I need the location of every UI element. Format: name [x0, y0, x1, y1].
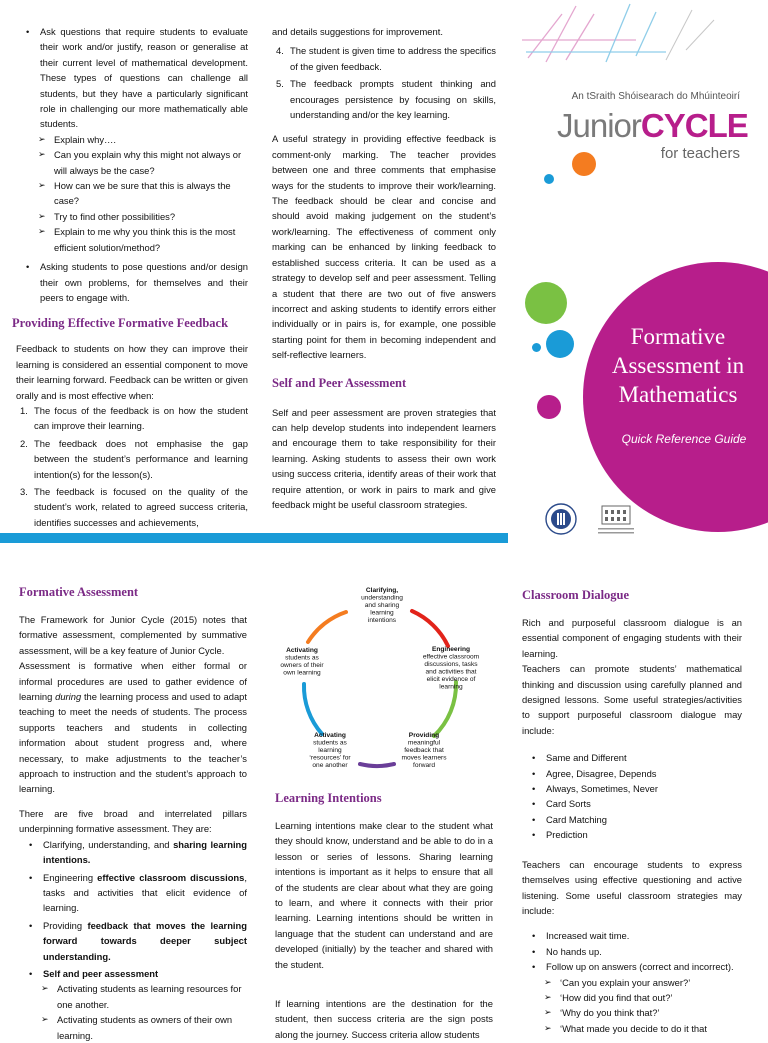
bottom-left-column — [19, 584, 247, 1043]
questioning-intro: Teachers can encourage students to express themselves using effective questioning and active listening. Some useful classroom strategies may include: — [522, 858, 742, 916]
label-engineering-3: and activities that — [425, 668, 477, 676]
question-decide: ➢ ‘What made you decide to do it that — [522, 1021, 742, 1036]
question-why: ➢ ‘Why do you think that?’ — [522, 1005, 742, 1020]
label-activating-resources-4: one another — [312, 762, 348, 769]
framework-text: The Framework for Junior Cycle (2015) notes that formative assessment, complemented by summative assessment, will be a key feature of Junior Cycle. — [19, 614, 247, 656]
heading-formative-assessment: Formative Assessment — [19, 585, 139, 599]
label-activating-resources-3: ‘resources’ for — [309, 754, 351, 762]
seal-logo-icon — [546, 504, 576, 534]
feedback-point-1: 1. The focus of the feedback is on how the student can improve their learning. — [20, 404, 248, 432]
list-item: • Agree, Disagree, Depends — [522, 766, 742, 781]
list-item: • Prediction — [522, 827, 742, 842]
dialogue-activity-list — [522, 750, 742, 842]
feedback-point-3: 3. The feedback is focused on the quality of the student’s work, related to agreed success criteria, identifies successes and achievements, — [20, 485, 248, 528]
pillar-clarifying: • Clarifying, understanding, and sharing learning intentions. — [19, 837, 247, 868]
pillar-providing: • Providing feedback that moves the learning forward towards deeper subject understanding. — [19, 918, 247, 964]
list-item: • Same and Different — [522, 750, 742, 765]
list-item: • Always, Sometimes, Never — [522, 781, 742, 796]
label-clarifying: Clarifying, — [365, 587, 399, 594]
feedback-point-5: 5. The feedback prompts student thinking and encourages persistence by focusing on skills, understanding and/or the key learning. — [276, 78, 496, 121]
bottom-right-column — [522, 587, 742, 1036]
formative-cycle-diagram — [268, 580, 496, 780]
list-item: • Card Sorts — [522, 796, 742, 811]
learning-intentions-text: Learning intentions make clear to the student what they should know, understand and be able to do in a lesson or series of lessons. Sharing learning intentions is important as it helps to ensure that all of the students are clear about what they are going to learn, and where it connects with their prior learning. Learning intentions should be written in language that the student can understand and are developed (initially) by the teacher and shared with the student. — [275, 820, 493, 970]
cover-subtitle: Quick Reference Guide — [621, 432, 747, 446]
list-item: • Increased wait time. — [522, 928, 742, 943]
label-engineering-4: elicit evidence of — [426, 676, 476, 683]
for-teachers: for teachers — [660, 145, 740, 162]
prompt-always: ➢ Can you explain why this might not always or will always be the case? — [16, 147, 248, 178]
dot-blue-small — [544, 174, 554, 184]
bottom-middle-column — [275, 790, 493, 1042]
pillars-intro: There are five broad and interrelated pillars underpinning formative assessment. They are: — [19, 807, 247, 835]
irish-title: An tSraith Shóisearach do Mhúinteoirí — [571, 91, 740, 102]
dialogue-strategies: Teachers can promote students’ mathematical thinking and discussion using carefully planned and designed lessons. Some useful strategies/activities to support purposeful classroom dialogue may include: — [522, 663, 742, 736]
pillar-self-peer: • Self and peer assessment — [19, 966, 247, 981]
bullet-ask-questions: • Ask questions that require students to evaluate their work and/or justify, reason or generalise at their current level of mathematical development. These types of questions can challenge all students, but they have a particularly significant role in challenging our more mathematically able students. — [16, 24, 248, 132]
questioning-list — [522, 928, 742, 974]
label-providing-4: forward — [413, 762, 435, 769]
label-activating-resources-1: students as — [313, 739, 347, 747]
dot-blue-large — [546, 330, 574, 358]
label-activating-owners-3: own learning — [283, 669, 321, 677]
fold-band — [0, 533, 508, 543]
label-activating-owners-1: students as — [285, 654, 319, 662]
feedback-point-3-cont: and details suggestions for improvement. — [272, 26, 443, 37]
list-item: • Follow up on answers (correct and incorrect). — [522, 959, 742, 974]
dialogue-intro: Rich and purposeful classroom dialogue is an essential component of engaging students with their learning. — [522, 617, 742, 659]
partner-logos — [540, 500, 650, 540]
label-engineering-5: learning — [439, 683, 463, 691]
label-engineering: Engineering — [431, 646, 471, 653]
prompt-efficient: ➢ Explain to me why you think this is the most efficient solution/method? — [16, 224, 248, 255]
label-clarifying-2: and sharing — [364, 602, 400, 609]
label-activating-resources: Activating — [314, 732, 346, 739]
arc-red — [412, 611, 448, 646]
success-criteria-text: If learning intentions are the destination for the student, then success criteria are the sign posts along the journey. Success criteria allow students — [275, 998, 493, 1040]
heading-self-peer: Self and Peer Assessment — [272, 375, 407, 390]
feedback-point-2: 2. The feedback does not emphasise the gap between the student’s performance and learning intention(s) for the lesson(s). — [20, 437, 248, 480]
arc-orange — [308, 612, 346, 642]
label-providing: Providing — [408, 732, 440, 739]
self-peer-text: Self and peer assessment are proven strategies that can help develop students into independent learners and encourage them to take responsibility for their learning. Asking students to assess their own work using success criteria, identify areas of their work that require attention, or work in pairs to mark and give feedback might be useful classroom strategies. — [272, 406, 496, 510]
top-middle-column — [272, 24, 496, 512]
label-activating-owners: Activating — [286, 647, 318, 654]
dot-green — [525, 282, 567, 324]
list-item: • No hands up. — [522, 944, 742, 959]
heading-classroom-dialogue: Classroom Dialogue — [522, 588, 630, 602]
question-find-out: ➢ ‘How did you find that out?’ — [522, 990, 742, 1005]
heading-learning-intentions: Learning Intentions — [275, 791, 382, 805]
top-left-column — [12, 24, 248, 530]
prompt-how-sure: ➢ How can we be sure that this is always the case? — [16, 178, 248, 209]
junior-cycle-logo — [557, 106, 748, 146]
logo-junior: Junior — [557, 107, 641, 144]
label-engineering-2: discussions, tasks — [424, 661, 478, 668]
arc-blue — [304, 684, 322, 734]
assessment-definition: Assessment is formative when either formal or informal procedures are used to gather evidence of learning during the learning process and used to adapt teaching to meet the needs of students. The process supports teachers and students in collecting information about student progress and, where necessary, to make adjustments to the teacher’s approach to instruction and the student’s approach to learning. — [19, 660, 247, 795]
title-line-3: Mathematics — [618, 382, 738, 407]
label-clarifying-1: understanding — [361, 594, 403, 602]
prompt-explain-why: ➢ Explain why…. — [16, 132, 248, 147]
list-item: • Card Matching — [522, 812, 742, 827]
pillar-sub-resources: ➢ Activating students as learning resources for one another. — [19, 981, 247, 1012]
question-explain: ➢ ‘Can you explain your answer?’ — [522, 975, 742, 990]
feedback-intro: Feedback to students on how they can improve their learning is considered an essential component to move their learning forward. Feedback can be written or given orally and is most effective when: — [16, 343, 248, 401]
building-logo-icon — [598, 506, 634, 534]
feedback-point-4: 4. The student is given time to address the specifics of the given feedback. — [276, 45, 496, 72]
comment-only-marking: A useful strategy in providing effective feedback is comment-only marking. The teacher provides between one and three comments that emphasise ways for the students to improve their work/learning. The feedback should be clear and concise and should avoid making judgement on the student’s work/learning. The effectiveness of comment only marking can be enhanced by linking feedback to established success criteria. It can be used as a strategy to develop self and peer assessment. Telling a student that there are two out of five answers incorrect and asking students to identify errors either individually or in pairs is, for example, one possible starting point for them in becoming independent and self-reflective learners. — [272, 133, 496, 361]
label-clarifying-4: intentions — [367, 617, 397, 624]
arc-purple — [360, 764, 394, 766]
title-line-2: Assessment in — [611, 353, 745, 378]
dot-magenta-small — [537, 395, 561, 419]
label-activating-resources-2: learning — [318, 747, 342, 754]
bullet-pose-questions: • Asking students to pose questions and/or design their own problems, for themselves and their peers to engage with. — [16, 259, 248, 305]
prompt-possibilities: ➢ Try to find other possibilities? — [16, 209, 248, 224]
heading-effective-feedback: Providing Effective Formative Feedback — [12, 316, 229, 331]
label-clarifying-3: learning — [370, 609, 394, 617]
label-engineering-1: effective classroom — [422, 653, 480, 661]
decorative-lines — [516, 0, 768, 80]
label-providing-3: moves learners — [401, 754, 447, 762]
dot-orange — [572, 152, 596, 176]
title-line-1: Formative — [630, 324, 726, 349]
dot-blue-tiny — [532, 343, 541, 352]
logo-cycle: CYCLE — [640, 107, 748, 144]
label-activating-owners-2: owners of their — [280, 662, 324, 669]
pillar-sub-owners: ➢ Activating students as owners of their own learning. — [19, 1012, 247, 1043]
cover-title — [588, 322, 768, 409]
label-providing-2: feedback that — [404, 747, 444, 754]
pillar-engineering: • Engineering effective classroom discussions, tasks and activities that elicit evidence of learning. — [19, 870, 247, 916]
label-providing-1: meaningful — [407, 739, 441, 747]
